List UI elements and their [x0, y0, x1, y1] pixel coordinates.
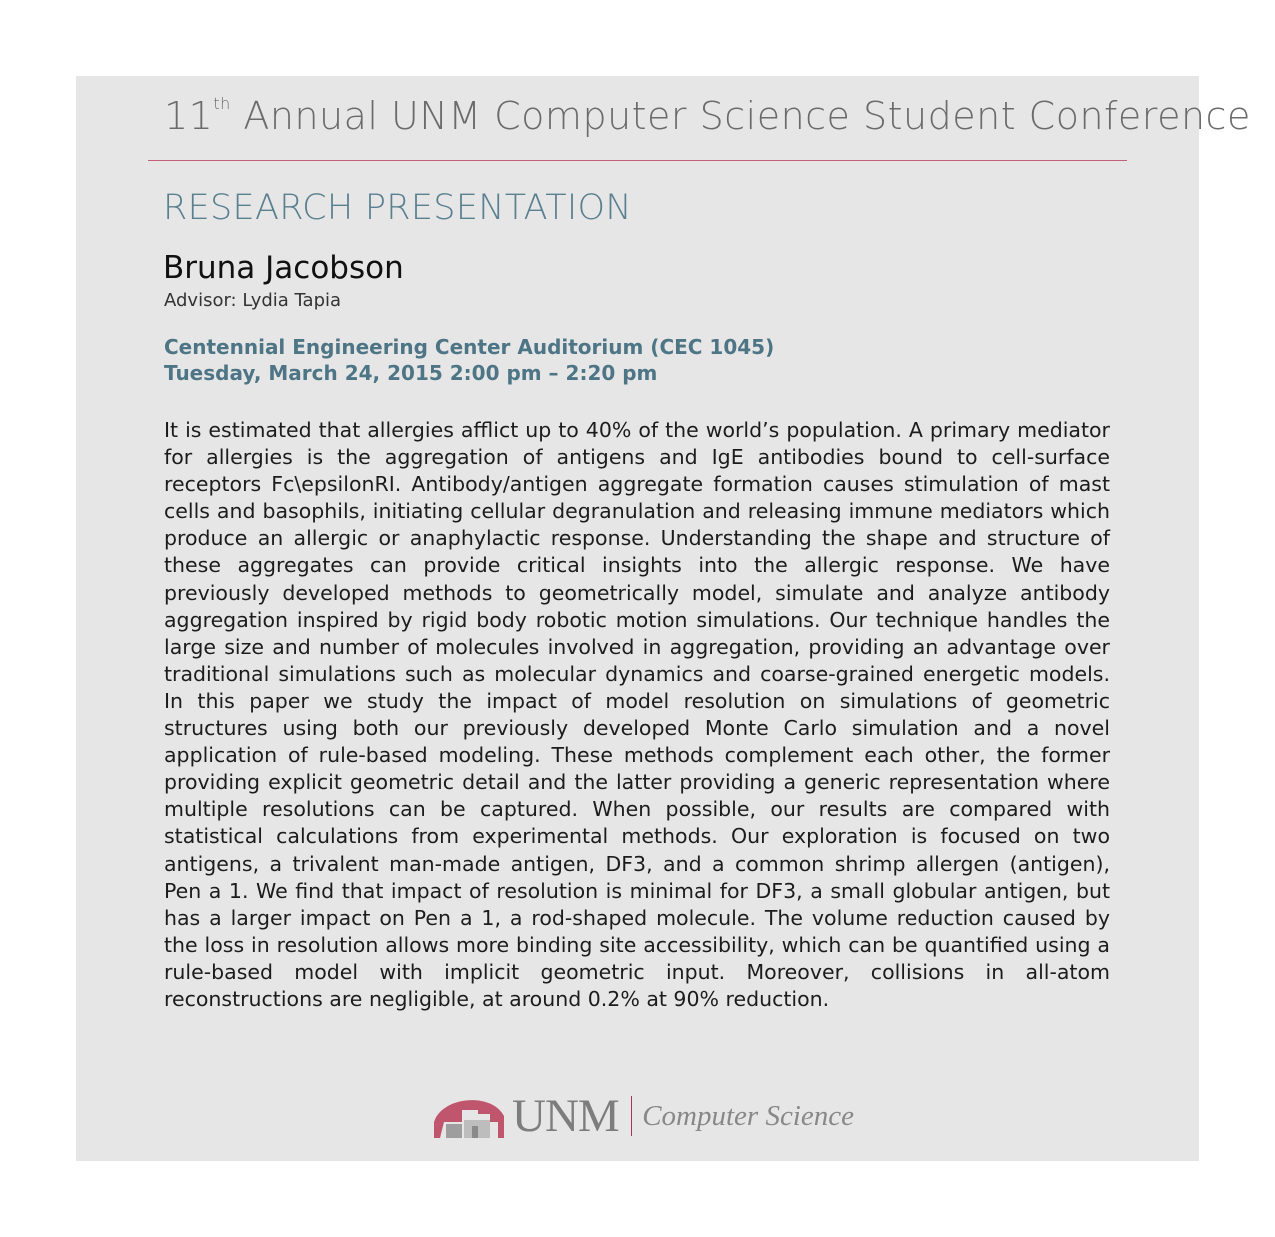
department-name: Computer Science	[642, 1099, 854, 1132]
conference-ordinal: 11	[164, 94, 214, 138]
section-title: RESEARCH PRESENTATION	[163, 188, 632, 228]
abstract-text: It is estimated that allergies afflict up to 40% of the world’s population. A primary mediator for allergies is the aggregation of antigens and IgE antibodies bound to cell-surface receptors Fc\epsilonRI. Antibody/antigen aggregate formation causes stimulation of mast cells and basophils, initiating cellular degranulation and releasing immune mediators which produce an allergic or anaphylactic response. Understanding the shape and structure of these aggregates can provide critical insights into the allergic response. We have previously developed methods to geometrically model, simulate and analyze antibody aggregation inspired by rigid body robotic motion simulations. Our technique handles the large size and number of molecules involved in aggregation, providing an advantage over traditional simulations such as molecular dynamics and coarse-grained energetic models. In this paper we study the impact of model resolution on simulations of geometric structures using both our previously developed Monte Carlo simulation and a novel application of rule-based modeling. These methods complement each other, the former providing explicit geometric detail and the latter providing a generic representation where multiple resolutions can be captured. When possible, our results are compared with statistical calculations from experimental methods. Our exploration is focused on two antigens, a trivalent man-made antigen, DF3, and a common shrimp allergen (antigen), Pen a 1. We find that impact of resolution is minimal for DF3, a small globular antigen, but has a larger impact on Pen a 1, a rod-shaped molecule. The volume reduction caused by the loss in resolution allows more binding site accessibility, which can be quantified using a rule-based model with implicit geometric input. Moreover, collisions in all-atom reconstructions are negligible, at around 0.2% at 90% reduction.	[164, 418, 1110, 1011]
logo-divider	[631, 1096, 633, 1136]
advisor-name: Advisor: Lydia Tapia	[164, 290, 342, 311]
presenter-name: Bruna Jacobson	[163, 250, 404, 286]
conference-title	[164, 94, 1251, 138]
unm-cs-logo	[432, 1086, 854, 1146]
presentation-datetime: Tuesday, March 24, 2015 2:00 pm – 2:20 pm	[164, 361, 658, 385]
conference-name: Annual UNM Computer Science Student Conference	[243, 94, 1251, 138]
header-divider	[148, 160, 1127, 161]
unm-building-logo-icon	[432, 1092, 506, 1140]
presentation-location: Centennial Engineering Center Auditorium (CEC 1045)	[164, 335, 775, 359]
unm-wordmark: UNM	[512, 1090, 619, 1142]
conference-ordinal-suffix: th	[213, 94, 231, 114]
flyer-page	[76, 76, 1251, 1161]
